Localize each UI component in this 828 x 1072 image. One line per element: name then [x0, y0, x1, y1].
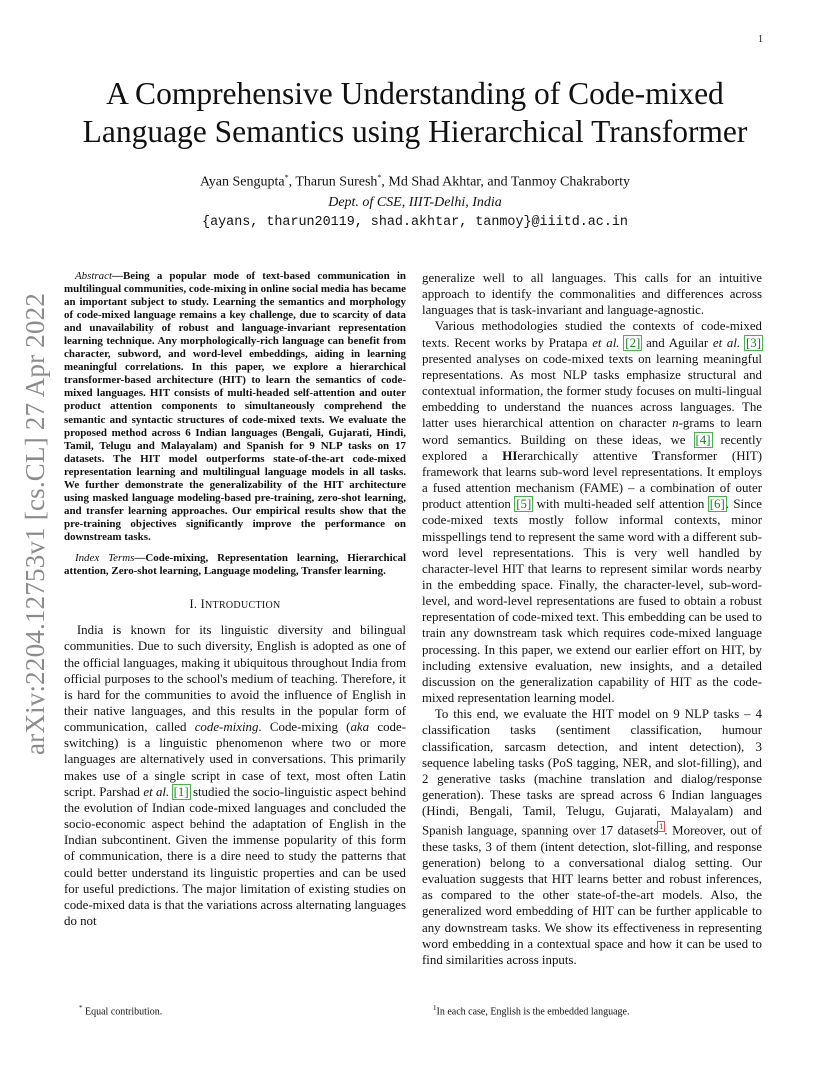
section-heading: I. INTRODUCTION [189, 597, 281, 612]
index-terms-text: —Code-mixing, Representation learning, Hierarchical attention, Zero-shot learning, Language modeling, Transfer learning. [64, 551, 406, 578]
arxiv-identifier-stamp[interactable]: arXiv:2204.12753v1 [cs.CL] 27 Apr 2022 [20, 292, 50, 755]
author-names: Ayan Sengupta*, Tharun Suresh*, Md Shad Akhtar, and Tanmoy Chakraborty [199, 173, 631, 190]
index-terms-label: Index Terms [74, 551, 135, 564]
paper-title [40, 75, 790, 151]
author-block [40, 168, 790, 233]
author-name: , Md Shad Akhtar, and Tanmoy Chakraborty [381, 174, 631, 190]
intro-paragraph: India is known for its linguistic diversity and bilingual communities. Due to such diversity, English is adopted as one of the official languages, making it ubiquitous throughout India from official purposes to the school's medium of teaching. Therefore, it is hard for the communities to avoid the influence of English in their native languages, and this results in the popular form of communication, called code-mixing. Code-mixing (aka code-switching) is a linguistic phenomenon where two or more languages are alternatively used in conversations. This primarily makes use of a single script in case of text, most often Latin script. Parshad et al. [1] studied the socio-linguistic aspect behind the evolution of Indian code-mixed languages and concluded the socio-economic aspect behind the adaptation of English in the Indian subcontinent. Given the immense popularity of this form of communication, there is a dire need to study the patterns that could better understand its linguistic properties and can be used for useful predictions. The major limitation of existing studies on code-mixed data is that the variations across alternating languages do not [64, 623, 407, 929]
footnote-equal-contribution: * Equal contribution. [79, 1004, 163, 1018]
abstract-label: Abstract [74, 270, 113, 282]
citation-link[interactable]: [1] [173, 784, 189, 799]
body-paragraph: Various methodologies studied the contexts of code-mixed texts. Recent works by Pratapa et al. [2] and Aguilar et al. [3] presented analyses on code-mixed texts on learning meaningful representations. As most NLP tasks emphasize structural and contextual information, the former study focuses on multi-lingual embedding to understand the nuances across languages. The latter uses hierarchical attention on character n-grams to learn word semantics. Building on these ideas, we [4] recently explored a HIerarchically attentive Transformer (HIT) framework that learns sub-word level representations. It employs a fused attention mechanism (FAME) – a combination of outer product attention [5] with multi-headed self attention [6]. Since code-mixed texts mostly follow informal contexts, minor misspellings tend to represent the same word with a different sub-word level representations. This is very well handled by character-level HIT that learns to represent similar words nearby in the embedding space. Finally, the character-level, sub-word-level, and word-level representations are fused to obtain a robust representation of code-mixed text. This embedding can be used to train any downstream task which requires code-mixed language processing. In this paper, we extend our earlier effort on HIT, by including extensive evaluation, new insights, and a detailed discussion on the generalization capability of HIT as the code-mixed representation learning model. [422, 319, 763, 706]
footnote-link[interactable]: 1 [659, 822, 664, 832]
left-column [64, 270, 406, 929]
abstract [64, 270, 406, 544]
page-number: 1 [758, 34, 763, 45]
title-line-2: Language Semantics using Hierarchical Transformer [82, 114, 748, 149]
author-name: Tharun Suresh [295, 174, 378, 190]
body-paragraph: To this end, we evaluate the HIT model on 9 NLP tasks – 4 classification tasks (sentiment classification, humour classification, sarcasm detection, and intent detection), 3 sequence labeling tasks (PoS tagging, NER, and slot-filling), and 2 generative tasks (machine translation and dialog/response generation). These tasks are spread across 6 Indian languages (Hindi, Bengali, Tamil, Telugu, Gujarati, Malayalam) and Spanish language, spanning over 17 datasets$^1$. Moreover, out of these tasks, 3 of them (intent detection, slot-filling, and response generation) belong to a conversational dialog setting. Our evaluation suggests that HIT learns better and robust inferences, as compared to the other state-of-the-art models. Also, the generalized word embedding of HIT can be further applicable to any downstream tasks. We show its effectiveness in representing word embedding in a contextual space and how it can be used to find similarities across inputs. [422, 707, 762, 967]
citation-link[interactable]: [2] [625, 335, 641, 350]
title-line-1: A Comprehensive Understanding of Code-mixed [106, 76, 724, 111]
footnote-embedded-language: $^1$In each case, English is the embedded language. [433, 1004, 630, 1018]
citation-link[interactable]: [6] [709, 497, 725, 512]
index-terms [64, 552, 406, 578]
abstract-text: —Being a popular mode of text-based communication in multilingual communities, code-mixing in online social media has became an important subject to study. Learning the semantics and morphology of code-mixed language remains a key challenge, due to scarcity of data and unavailability of robust and language-invariant representation learning technique. Any morphologically-rich language can benefit from character, subword, and word-level embeddings, aiding in learning meaningful correlations. In this paper, we explore a hierarchical transformer-based architecture (HIT) to learn the semantics of code-mixed languages. HIT consists of multi-headed self-attention and outer product attention components to simultaneously comprehend the semantic and syntactic structures of code-mixed texts. We evaluate the proposed method across 6 Indian languages (Bengali, Gujarati, Hindi, Tamil, Telugu and Malayalam) and Spanish for 9 NLP tasks on 17 datasets. The HIT model outperforms state-of-the-art code-mixed representation learning and multilingual language models in all tasks. We further demonstrate the generalizability of the HIT architecture using masked language modeling-based pre-training, zero-shot learning, and transfer learning approaches. Our empirical results show that the pre-training objectives significantly improve the performance on downstream tasks. [64, 270, 406, 543]
body-paragraph: generalize well to all languages. This calls for an intuitive approach to identify the commonalities and differences across languages that is task-invariant and language-agnostic. [422, 271, 762, 318]
author-name: Ayan Sengupta [199, 174, 285, 190]
affiliation: Dept. of CSE, IIIT-Delhi, India [328, 194, 502, 210]
citation-link[interactable]: [4] [695, 432, 711, 447]
author-emails: {ayans, tharun20119, shad.akhtar, tanmoy}@iiitd.ac.in [202, 214, 628, 230]
equal-contribution-mark: * [284, 173, 289, 182]
citation-link[interactable]: [5] [516, 497, 532, 512]
right-column [422, 270, 762, 968]
equal-contribution-mark: * [377, 173, 382, 182]
citation-link[interactable]: [3] [745, 335, 761, 350]
